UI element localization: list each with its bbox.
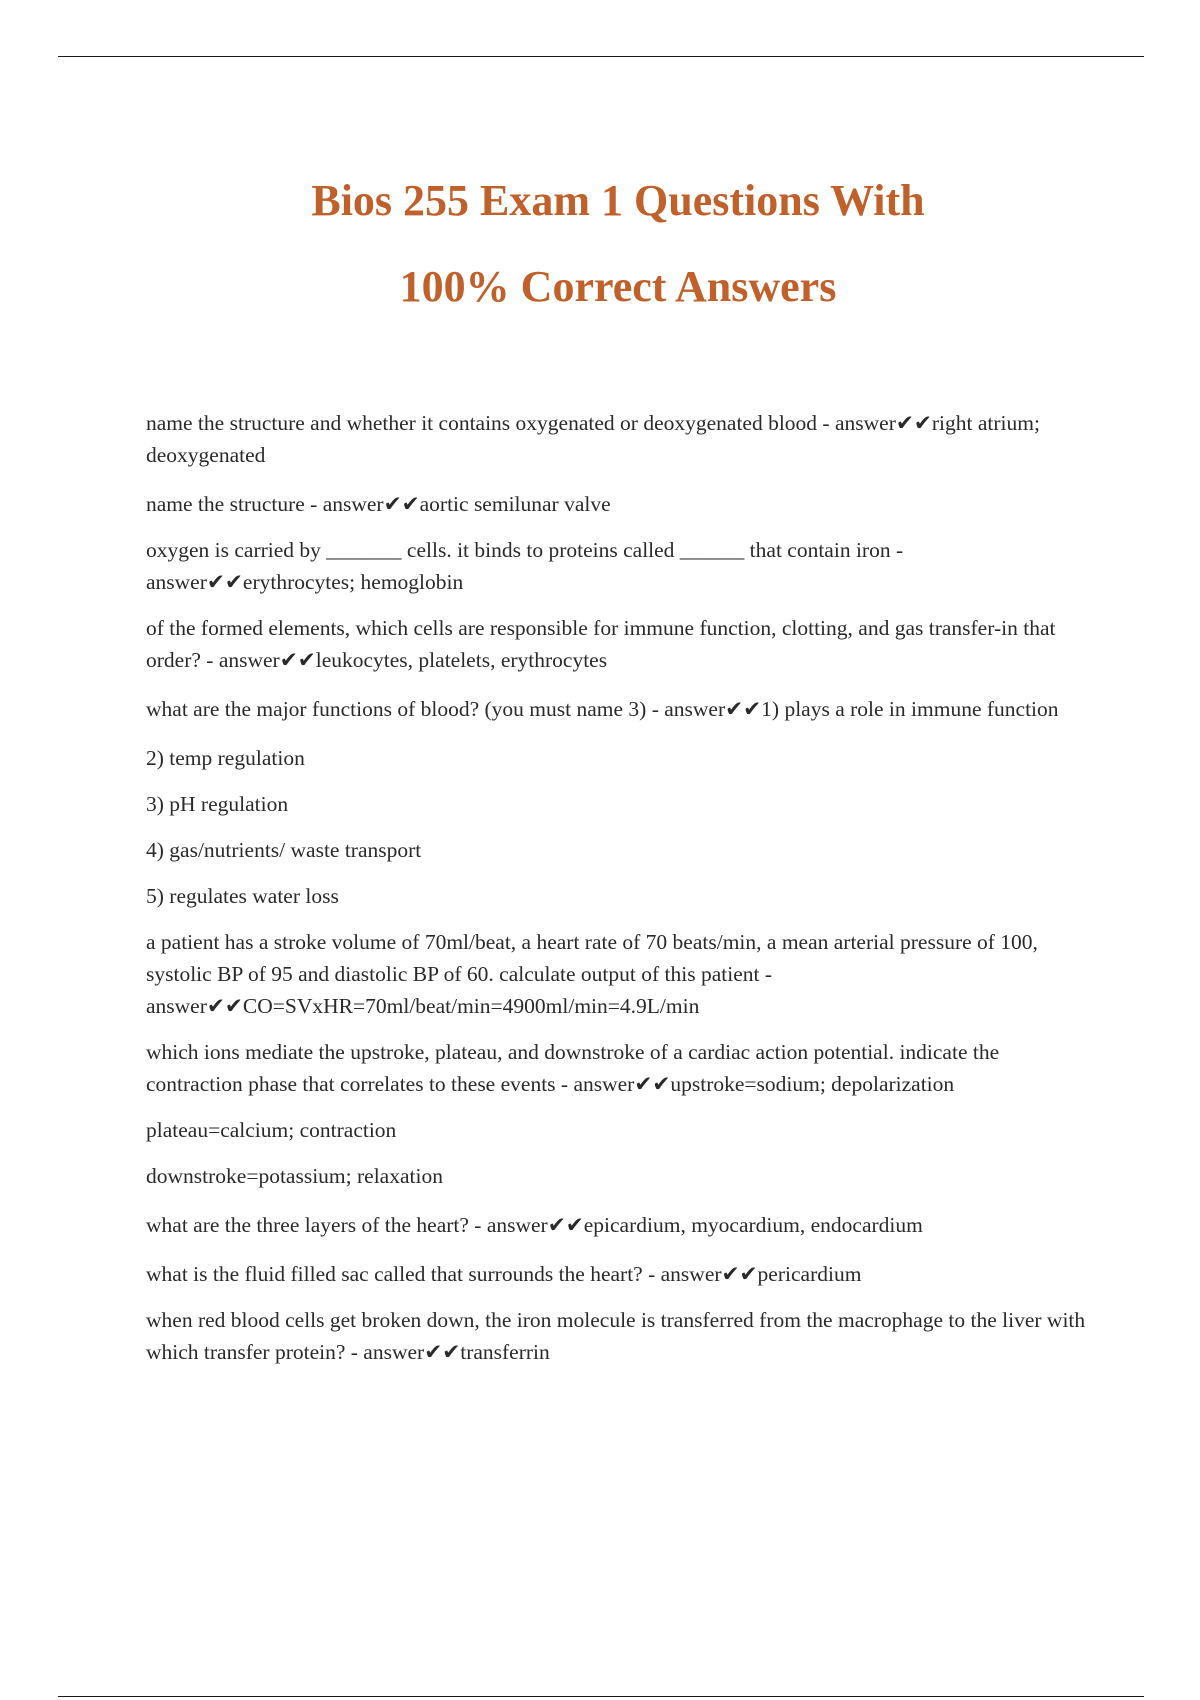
qa-item: oxygen is carried by _______ cells. it binds to proteins called ______ that contain iron - answer✔✔erythrocytes; hemoglobin (146, 538, 909, 594)
title-line-2: 100% Correct Answers (399, 262, 837, 311)
qa-item: of the formed elements, which cells are responsible for immune function, clotting, and gas transfer-in that order? - answer✔✔leukocytes, platelets, erythrocytes (146, 616, 1061, 672)
qa-item: what are the three layers of the heart? - answer✔✔epicardium, myocardium, endocardium (146, 1213, 923, 1237)
qa-item: name the structure and whether it contains oxygenated or deoxygenated blood - answer✔✔right atrium; deoxygenated (146, 411, 1046, 467)
qa-item: 5) regulates water loss (146, 884, 339, 908)
qa-item: which ions mediate the upstroke, plateau, and downstroke of a cardiac action potential. indicate the contraction phase that correlates to these events - answer✔✔upstroke=sodium; depolarization (146, 1040, 1005, 1096)
qa-item: what is the fluid filled sac called that surrounds the heart? - answer✔✔pericardium (146, 1262, 862, 1286)
qa-item: 4) gas/nutrients/ waste transport (146, 838, 422, 862)
qa-item: downstroke=potassium; relaxation (146, 1164, 443, 1188)
qa-list (146, 407, 1091, 1385)
title-line-1: Bios 255 Exam 1 Questions With (311, 176, 925, 225)
bottom-rule (58, 1696, 1144, 1697)
qa-item: a patient has a stroke volume of 70ml/beat, a heart rate of 70 beats/min, a mean arterial pressure of 100, systolic BP of 95 and diastolic BP of 60. calculate output of this patient - answer✔✔CO=SVxHR=70ml/beat/min=4900ml/min=4.9L/min (146, 930, 1044, 1018)
qa-item: plateau=calcium; contraction (146, 1118, 397, 1142)
qa-item: name the structure - answer✔✔aortic semilunar valve (146, 492, 611, 516)
qa-item: 3) pH regulation (146, 792, 289, 816)
document-title (0, 158, 1200, 330)
qa-item: what are the major functions of blood? (you must name 3) - answer✔✔1) plays a role in immune function (146, 697, 1059, 721)
qa-item: when red blood cells get broken down, the iron molecule is transferred from the macrophage to the liver with which transfer protein? - answer✔✔transferrin (146, 1308, 1091, 1364)
top-rule (58, 56, 1144, 57)
qa-item: 2) temp regulation (146, 746, 305, 770)
